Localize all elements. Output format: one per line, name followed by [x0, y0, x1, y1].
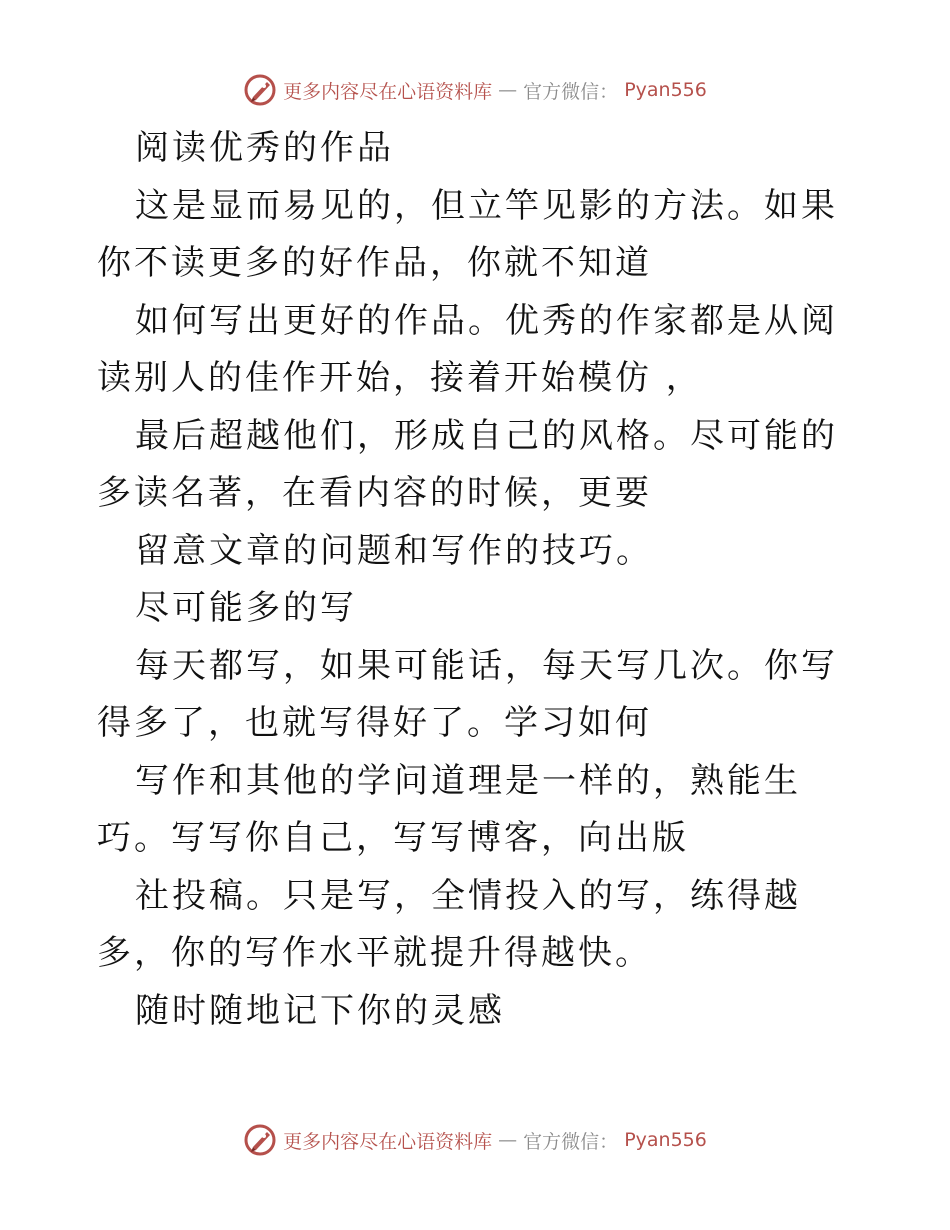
banner-separator: —	[498, 1129, 518, 1151]
banner-separator: —	[498, 79, 518, 101]
banner-wechat-label: 官方微信：	[523, 1130, 619, 1153]
paragraph: 每天都写，如果可能话，每天写几次。你写得多了，也就写得好了。学习如何	[97, 645, 838, 743]
pen-logo-icon	[243, 73, 277, 107]
pen-logo-icon	[243, 1123, 277, 1157]
section-heading-read: 阅读优秀的作品	[135, 128, 394, 168]
banner-wechat-id: Pyan556	[624, 1129, 707, 1151]
document-body	[97, 120, 857, 1040]
section-heading-write: 尽可能多的写	[135, 588, 357, 628]
header-watermark-banner	[0, 70, 950, 110]
banner-wechat-label: 官方微信：	[523, 80, 619, 103]
footer-watermark-banner	[0, 1120, 950, 1160]
banner-promo-text: 更多内容尽在心语资料库	[283, 80, 493, 103]
paragraph: 社投稿。只是写，全情投入的写，练得越多，你的写作水平就提升得越快。	[97, 875, 801, 973]
paragraph: 最后超越他们，形成自己的风格。尽可能的多读名著，在看内容的时候，更要	[97, 415, 838, 513]
section-heading-inspiration: 随时随地记下你的灵感	[135, 990, 505, 1031]
paragraph: 写作和其他的学问道理是一样的，熟能生巧。写写你自己，写写博客，向出版	[97, 760, 801, 858]
paragraph: 这是显而易见的，但立竿见影的方法。如果你不读更多的好作品，你就不知道	[97, 185, 838, 283]
banner-promo-text: 更多内容尽在心语资料库	[283, 1130, 493, 1153]
banner-wechat-id: Pyan556	[624, 79, 707, 101]
paragraph: 留意文章的问题和写作的技巧。	[135, 530, 653, 571]
paragraph: 如何写出更好的作品。优秀的作家都是从阅读别人的佳作开始，接着开始模仿 ，	[97, 300, 838, 398]
